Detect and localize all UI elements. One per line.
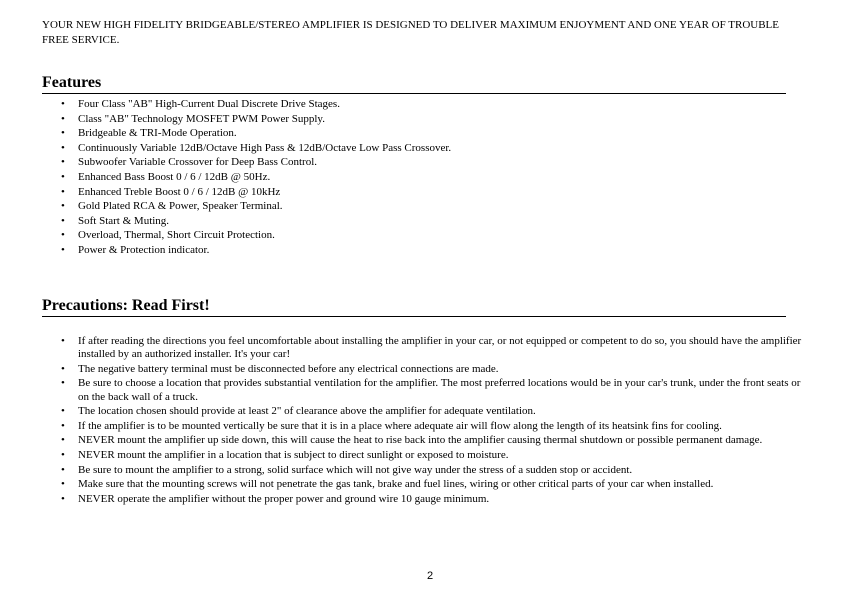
list-item: • Enhanced Treble Boost 0 / 6 / 12dB @ 10kHz [42, 185, 782, 200]
list-item: • Be sure to mount the amplifier to a strong, solid surface which will not give way under the stress of a sudden stop or accident. [42, 464, 802, 477]
list-item: • NEVER mount the amplifier up side down, this will cause the heat to rise back into the amplifier causing thermal shutdown or possible permanent damage. [42, 434, 802, 447]
list-item: • Subwoofer Variable Crossover for Deep Bass Control. [42, 155, 782, 170]
features-list [42, 97, 782, 258]
list-item: • Be sure to choose a location that provides substantial ventilation for the amplifier. The most preferred locations would be in your car's trunk, under the front seats or on the back wall of a truck. [42, 377, 802, 403]
list-item: • Class "AB" Technology MOSFET PWM Power Supply. [42, 112, 782, 127]
intro-text: YOUR NEW HIGH FIDELITY BRIDGEABLE/STEREO AMPLIFIER IS DESIGNED TO DELIVER MAXIMUM ENJOYMENT AND ONE YEAR OF TROUBLE FREE SERVICE. [42, 19, 779, 46]
list-item: • Bridgeable & TRI-Mode Operation. [42, 126, 782, 141]
precautions-list [42, 335, 802, 507]
list-item: • If after reading the directions you feel uncomfortable about installing the amplifier in your car, or not equipped or competent to do so, you should have the amplifier installed by an authorized installer. It's your car! [42, 335, 802, 361]
list-item: • If the amplifier is to be mounted vertically be sure that it is in a place where adequate air will flow along the length of its heatsink fins for cooling. [42, 420, 802, 433]
list-item: • Gold Plated RCA & Power, Speaker Terminal. [42, 199, 782, 214]
list-item: • Enhanced Bass Boost 0 / 6 / 12dB @ 50Hz. [42, 170, 782, 185]
features-heading: Features [42, 74, 786, 94]
list-item: • Continuously Variable 12dB/Octave High Pass & 12dB/Octave Low Pass Crossover. [42, 141, 782, 156]
list-item: • Make sure that the mounting screws will not penetrate the gas tank, brake and fuel lines, wiring or other critical parts of your car when installed. [42, 478, 802, 491]
precautions-heading: Precautions: Read First! [42, 297, 786, 317]
list-item: • Four Class "AB" High-Current Dual Discrete Drive Stages. [42, 97, 782, 112]
list-item: • The negative battery terminal must be disconnected before any electrical connections are made. [42, 363, 802, 376]
list-item: • Power & Protection indicator. [42, 243, 782, 258]
list-item: • The location chosen should provide at least 2" of clearance above the amplifier for adequate ventilation. [42, 405, 802, 418]
page-number: 2 [426, 570, 434, 582]
list-item: • Overload, Thermal, Short Circuit Protection. [42, 228, 782, 243]
list-item: • Soft Start & Muting. [42, 214, 782, 229]
list-item: • NEVER operate the amplifier without the proper power and ground wire 10 gauge minimum. [42, 493, 802, 506]
list-item: • NEVER mount the amplifier in a location that is subject to direct sunlight or exposed to moisture. [42, 449, 802, 462]
